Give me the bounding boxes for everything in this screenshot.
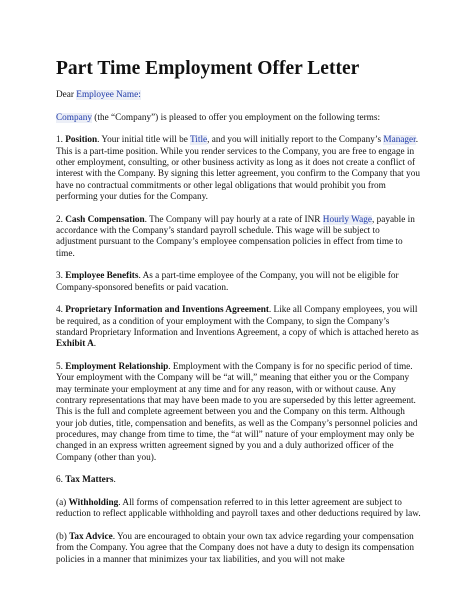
- exhibit-reference: Exhibit A: [56, 339, 94, 350]
- withholding-text: . All forms of compensation referred to in this letter agreement are subject to reduction to reflect applicable withholding and payroll taxes and other deductions required by law.: [56, 498, 421, 520]
- manager-field[interactable]: Manager: [383, 135, 416, 146]
- title-field[interactable]: Title: [189, 135, 208, 146]
- proprietary-information-section: [56, 305, 422, 350]
- section-number: 5.: [56, 361, 66, 372]
- subsection-heading: Tax Advice: [69, 531, 113, 542]
- tax-matters-section: [56, 475, 422, 486]
- withholding-subsection: [56, 498, 422, 521]
- proprietary-text-1: . Like all Company employees, you will be required, as a condition of your employment with the Company, to sign the Company’s standard Proprietary Information and Inventions Agreement, a copy of which is attached hereto as: [56, 305, 419, 338]
- section-heading: Employee Benefits: [65, 271, 139, 282]
- intro-text: (the “Company”) is pleased to offer you employment on the following terms:: [91, 112, 381, 123]
- section-number: 1.: [56, 135, 66, 146]
- section-number: 3.: [56, 271, 66, 282]
- subsection-prefix: (a): [56, 498, 69, 508]
- tax-text: .: [113, 475, 116, 486]
- employment-relationship-section: [56, 362, 422, 464]
- section-number: 2.: [56, 214, 66, 225]
- tax-advice-text: . You are encouraged to obtain your own tax advice regarding your compensation from the Company. You agree that the Company does not have a duty to design its compensation policies in a manner that minimizes your tax liabilities, and you will not make: [56, 531, 415, 565]
- document-title: Part Time Employment Offer Letter: [56, 58, 360, 79]
- section-number: 4.: [56, 305, 66, 316]
- salutation: [56, 90, 422, 101]
- hourly-wage-field[interactable]: Hourly Wage: [322, 214, 372, 225]
- employee-benefits-section: [56, 271, 422, 294]
- position-text-2: , and you will initially report to the Company’s: [207, 135, 384, 146]
- offer-letter-page: [56, 58, 422, 577]
- subsection-prefix: (b): [56, 531, 70, 542]
- cash-text-1: . The Company will pay hourly at a rate of INR: [144, 214, 323, 225]
- tax-advice-subsection: [56, 532, 422, 566]
- section-number: 6.: [56, 475, 66, 486]
- cash-text-2: , payable in accordance with the Company’s standard payroll schedule. This wage will be subject to adjustment pursuant to the Company’s employee compensation policies in effect from time to time.: [56, 214, 415, 259]
- section-heading: Tax Matters: [65, 475, 114, 486]
- proprietary-text-2: .: [93, 339, 97, 350]
- benefits-text: . As a part-time employee of the Company, you will not be eligible for Company-sponsored benefits or paid vacation.: [56, 271, 399, 293]
- position-section: [56, 135, 422, 203]
- company-field[interactable]: Company: [56, 112, 92, 123]
- section-heading: Proprietary Information and Inventions Agreement: [65, 305, 269, 316]
- salutation-prefix: Dear: [56, 90, 77, 100]
- position-text-3: . This is a part-time position. While you render services to the Company, you are free to engage in other employment, consulting, or other business activity as long as it does not create a conflict of interest with the Company. By signing this letter agreement, you confirm to the Company that you have no contractual commitments or other legal obligations that would prohibit you from performing your duties for the Company.: [56, 135, 420, 202]
- section-heading: Cash Compensation: [65, 214, 145, 225]
- position-text-1: . Your initial title will be: [97, 135, 190, 146]
- employee-name-field[interactable]: Employee Name:: [76, 90, 141, 100]
- section-heading: Employment Relationship: [65, 361, 169, 372]
- intro-paragraph: [56, 113, 422, 124]
- subsection-heading: Withholding: [68, 498, 119, 508]
- section-heading: Position: [65, 135, 98, 146]
- cash-compensation-section: [56, 215, 422, 260]
- relationship-text: . Employment with the Company is for no specific period of time. Your employment with the Company will be “at will,” meaning that either you or the Company may terminate your employment at any time and for any reason, with or without cause. Any contrary representations that may have been made to you are superseded by this letter agreement. This is the full and complete agreement between you and the Company on this term. Although your job duties, title, compensation and benefits, as well as the Company’s personnel policies and procedures, may change from time to time, the “at will” nature of your employment may only be changed in an express written agreement signed by you and a duly authorized officer of the Company (other than you).: [56, 361, 418, 463]
